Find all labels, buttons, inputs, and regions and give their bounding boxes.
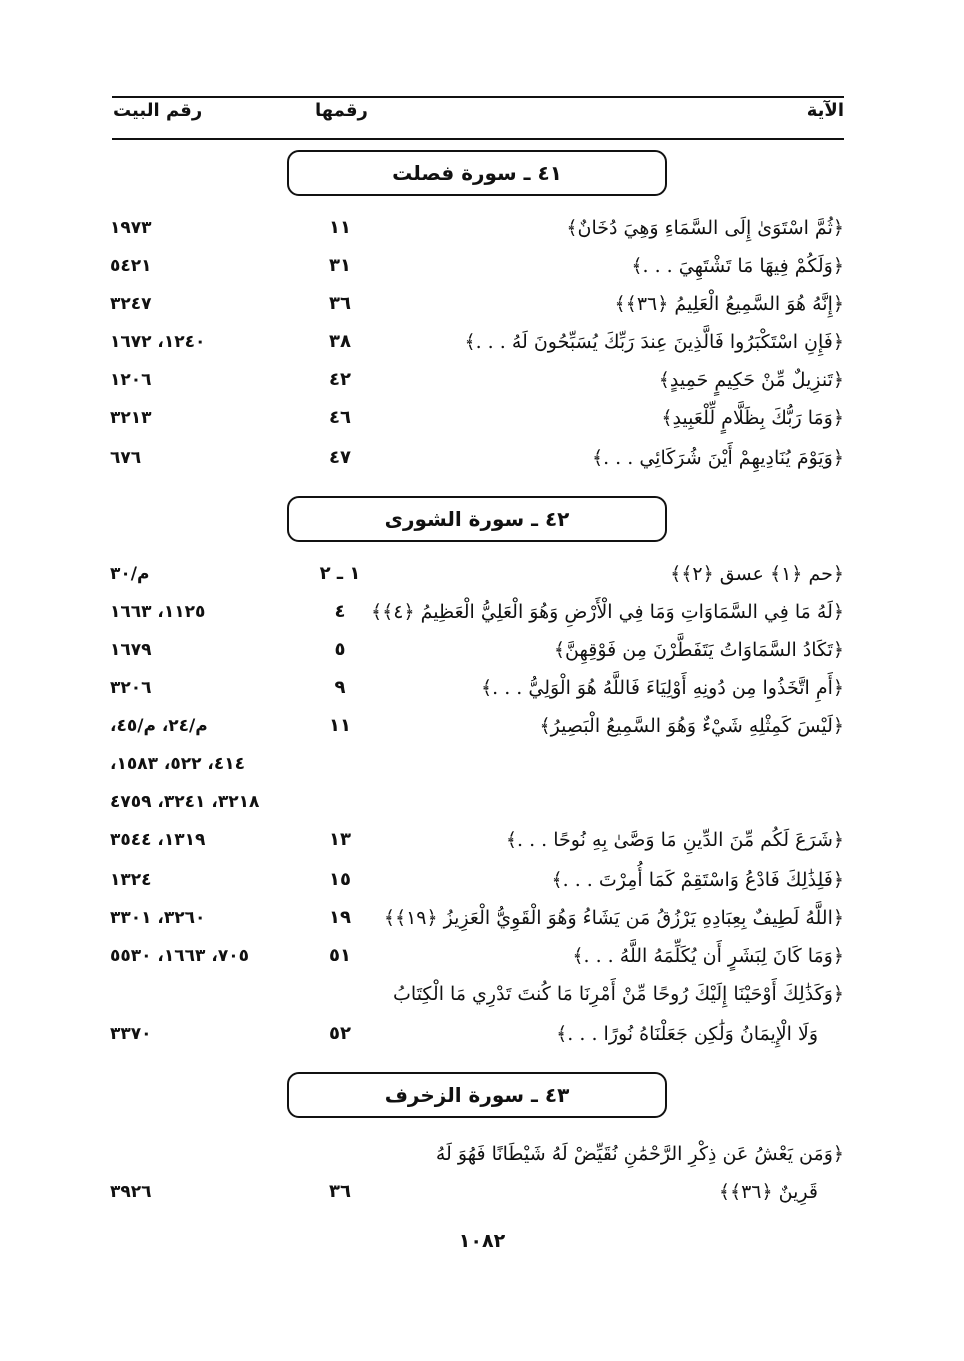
ayah-text: ﴿حم ﴿١﴾ عسق ﴿٢﴾﴾ — [670, 563, 844, 585]
ayah-text: ﴿تَنزِيلٌ مِّنْ حَكِيمٍ حَمِيدٍ﴾ — [658, 369, 844, 391]
ayah-number: ٣٨ — [329, 331, 351, 352]
ayah-text: ﴿شَرَعَ لَكُم مِّنَ الدِّينِ مَا وَصَّىٰ بِهِ نُوحًا . . .﴾ — [505, 829, 844, 851]
ayah-text: ﴿ثُمَّ اسْتَوَىٰ إِلَى السَّمَاءِ وَهِيَ دُخَانٌ﴾ — [566, 217, 844, 239]
ayah-number — [310, 976, 370, 1012]
table-row — [110, 400, 844, 436]
ayah-number — [310, 784, 370, 820]
table-row — [110, 1136, 844, 1172]
table-row — [110, 976, 844, 1012]
ayah-number: ٥٢ — [329, 1023, 351, 1044]
ayah-number: ٤ — [334, 601, 346, 622]
table-row — [110, 862, 844, 898]
ayah-text: ﴿وَمَا كَانَ لِبَشَرٍ أَن يُكَلِّمَهُ اللَّهُ . . .﴾ — [572, 945, 844, 967]
ayah-text: ﴿لَهُ مَا فِي السَّمَاوَاتِ وَمَا فِي الْأَرْضِ وَهُوَ الْعَلِيُّ الْعَظِيمُ ﴿٤﴾﴾ — [370, 601, 844, 623]
verse-reference: ١٢٠٦ — [110, 370, 152, 390]
table-row — [110, 440, 844, 476]
ayah-text: قَرِينٌ ﴿٣٦﴾﴾ — [718, 1181, 818, 1203]
table-row — [110, 248, 844, 284]
table-row — [110, 632, 844, 668]
table-row — [110, 286, 844, 322]
ayah-number: ١٩ — [329, 907, 351, 928]
table-row — [110, 362, 844, 398]
ayah-number: ٥١ — [329, 945, 351, 966]
table-row — [110, 822, 844, 858]
ayah-text: ﴿فَإِنِ اسْتَكْبَرُوا فَالَّذِينَ عِندَ رَبِّكَ يُسَبِّحُونَ لَهُ . . .﴾ — [464, 331, 844, 353]
verse-reference: م/٢٤، م/٤٥، — [110, 716, 208, 736]
ayah-text: وَلَا الْإِيمَانُ وَلَٰكِن جَعَلْنَاهُ نُورًا . . .﴾ — [556, 1023, 818, 1045]
ayah-text: ﴿أَمِ اتَّخَذُوا مِن دُونِهِ أَوْلِيَاءَ فَاللَّهُ هُوَ الْوَلِيُّ . . .﴾ — [480, 677, 844, 699]
ayah-number: ٣٦ — [329, 1181, 351, 1202]
ayah-text: ﴿تَكَادُ السَّمَاوَاتُ يَتَفَطَّرْنَ مِن فَوْقِهِنَّ﴾ — [553, 639, 844, 661]
page-number: ١٠٨٢ — [458, 1230, 506, 1252]
verse-reference — [110, 1136, 300, 1172]
column-header-number: رقمها — [315, 100, 368, 121]
ayah-number — [310, 1136, 370, 1172]
ayah-text: ﴿وَمَن يَعْشُ عَن ذِكْرِ الرَّحْمَٰنِ نُقَيِّضْ لَهُ شَيْطَانًا فَهُوَ لَهُ — [435, 1143, 844, 1165]
ayah-number: ٩ — [334, 677, 346, 698]
table-row — [110, 746, 844, 782]
verse-reference: ١٣٢٤ — [110, 870, 152, 890]
table-row — [110, 708, 844, 744]
surah-title-box — [287, 150, 667, 196]
verse-reference: ١٦٧٩ — [110, 640, 152, 660]
surah-title-box — [287, 1072, 667, 1118]
verse-reference: ٣٢٦٠، ٣٣٠١ — [110, 908, 206, 928]
verse-reference: ٣٢١٨، ٣٢٤١، ٤٧٥٩ — [110, 792, 260, 812]
ayah-text: ﴿فَلِذَٰلِكَ فَادْعُ وَاسْتَقِمْ كَمَا أُمِرْتَ . . .﴾ — [551, 869, 844, 891]
surah-title-box — [287, 496, 667, 542]
table-row — [110, 784, 844, 820]
header-rule — [112, 138, 844, 140]
table-row — [110, 1016, 844, 1052]
surah-title: ٤٣ ـ سورة الزخرف — [384, 1083, 570, 1107]
ayah-text: ﴿وَكَذَٰلِكَ أَوْحَيْنَا إِلَيْكَ رُوحًا مِّنْ أَمْرِنَا مَا كُنتَ تَدْرِي مَا الْكِتَابُ — [393, 983, 844, 1005]
ayah-number: ٥ — [334, 639, 346, 660]
ayah-number — [310, 746, 370, 782]
verse-reference: ٥٤٢١ — [110, 256, 152, 276]
ayah-text: ﴿وَمَا رَبُّكَ بِظَلَّامٍ لِّلْعَبِيدِ﴾ — [661, 407, 844, 429]
ayah-text: ﴿اللَّهُ لَطِيفٌ بِعِبَادِهِ يَرْزُقُ مَن يَشَاءُ وَهُوَ الْقَوِيُّ الْعَزِيزُ ﴿١٩﴾﴾ — [383, 907, 844, 929]
table-row — [110, 556, 844, 592]
verse-reference: ١١٢٥، ١٦٦٣ — [110, 602, 206, 622]
table-row — [110, 594, 844, 630]
surah-title: ٤٢ ـ سورة الشورى — [384, 507, 570, 531]
ayah-number: ١٣ — [329, 829, 351, 850]
verse-reference: ٧٠٥، ١٦٦٣، ٥٥٣٠ — [110, 946, 249, 966]
surah-title: ٤١ ـ سورة فصلت — [392, 161, 562, 185]
verse-reference: ١٢٤٠، ١٦٧٢ — [110, 332, 206, 352]
column-header-verse-no: رقم البيت — [113, 100, 203, 121]
table-row — [110, 324, 844, 360]
table-row — [110, 938, 844, 974]
verse-reference — [110, 976, 300, 1012]
verse-reference: ٣٩٢٦ — [110, 1182, 152, 1202]
table-row — [110, 210, 844, 246]
ayah-text: ﴿إِنَّهُ هُوَ السَّمِيعُ الْعَلِيمُ ﴿٣٦﴾﴾ — [614, 293, 844, 315]
ayah-text: ﴿لَيْسَ كَمِثْلِهِ شَيْءٌ وَهُوَ السَّمِيعُ الْبَصِيرُ﴾ — [539, 715, 844, 737]
verse-reference: ٣٣٧٠ — [110, 1024, 152, 1044]
verse-reference: ٦٧٦ — [110, 448, 142, 468]
ayah-number: ٤٧ — [329, 447, 351, 468]
ayah-number: ٣٦ — [329, 293, 351, 314]
ayah-text: ﴿وَيَوْمَ يُنَادِيهِمْ أَيْنَ شُرَكَائِي . . .﴾ — [591, 447, 844, 469]
ayah-text: ﴿وَلَكُمْ فِيهَا مَا تَشْتَهِيَ . . .﴾ — [631, 255, 844, 277]
verse-reference: ٣٢٤٧ — [110, 294, 152, 314]
ayah-number: ٤٢ — [329, 369, 351, 390]
ayah-number: ١٥ — [329, 869, 351, 890]
ayah-number: ١ ـ ٢ — [319, 563, 361, 584]
verse-reference: ٣٢٠٦ — [110, 678, 152, 698]
column-header-ayah: الآية — [806, 100, 844, 121]
verse-reference: ٤١٤، ٥٢٢، ١٥٨٣، — [110, 754, 246, 774]
verse-reference: ٣٢١٣ — [110, 408, 152, 428]
table-row — [110, 1174, 844, 1210]
ayah-number: ١١ — [329, 217, 351, 238]
verse-reference: ١٣١٩، ٣٥٤٤ — [110, 830, 206, 850]
top-rule — [112, 96, 844, 98]
verse-reference: ١٩٧٣ — [110, 218, 152, 238]
table-row — [110, 670, 844, 706]
ayah-number: ١١ — [329, 715, 351, 736]
ayah-number: ٣١ — [329, 255, 351, 276]
table-row — [110, 900, 844, 936]
verse-reference: م/٣٠ — [110, 564, 150, 584]
ayah-number: ٤٦ — [329, 407, 351, 428]
